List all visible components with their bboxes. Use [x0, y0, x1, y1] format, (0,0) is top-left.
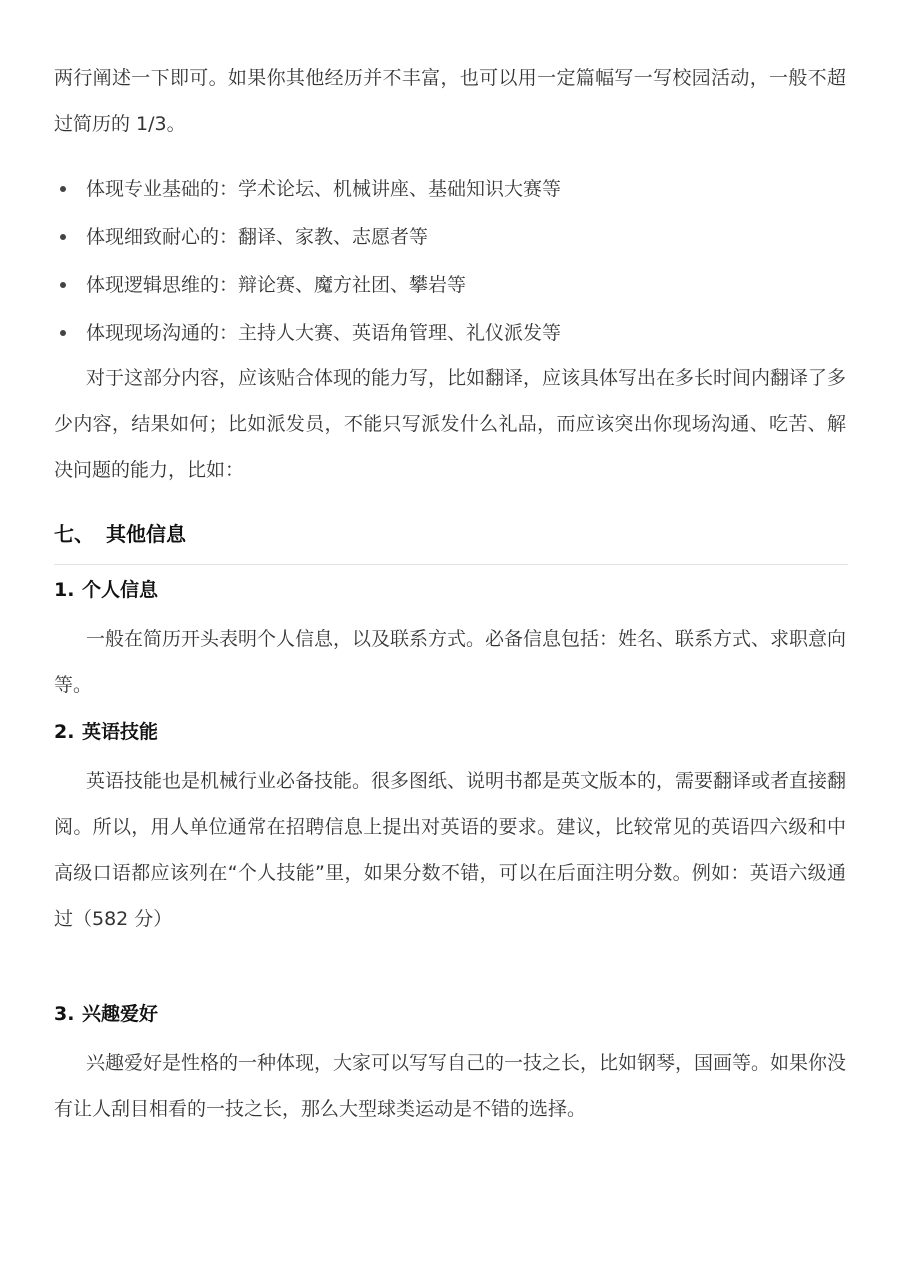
advice-paragraph: 对于这部分内容，应该贴合体现的能力写，比如翻译，应该具体写出在多长时间内翻译了多少内容，结果如何；比如派发员，不能只写派发什么礼品，而应该突出你现场沟通、吃苦、解决问题的能力，比如： — [54, 367, 847, 481]
intro-paragraph: 两行阐述一下即可。如果你其他经历并不丰富，也可以用一定篇幅写一写校园活动，一般不超过简历的 1/3。 — [54, 67, 846, 135]
english-skills-paragraph: 英语技能也是机械行业必备技能。很多图纸、说明书都是英文版本的，需要翻译或者直接翻阅。所以，用人单位通常在招聘信息上提出对英语的要求。建议，比较常见的英语四六级和中高级口语都应该列在“个人技能”里，如果分数不错，可以在后面注明分数。例如：英语六级通过（582 分） — [54, 770, 847, 930]
subheading-title: 个人信息 — [82, 579, 159, 601]
list-item-text: 体现逻辑思维的：辩论赛、魔方社团、攀岩等 — [86, 274, 467, 296]
list-item — [54, 213, 846, 261]
bullet-dot-icon — [60, 282, 66, 288]
subheading-number: 1. — [54, 579, 75, 601]
bullet-dot-icon — [60, 186, 66, 192]
list-item — [54, 165, 846, 213]
section-heading — [54, 518, 186, 550]
hobbies-paragraph: 兴趣爱好是性格的一种体现，大家可以写写自己的一技之长，比如钢琴，国画等。如果你没有让人刮目相看的一技之长，那么大型球类运动是不错的选择。 — [54, 1052, 847, 1120]
subheading-hobbies — [54, 998, 158, 1030]
bullet-dot-icon — [60, 234, 66, 240]
list-item-text: 体现专业基础的：学术论坛、机械讲座、基础知识大赛等 — [86, 178, 562, 200]
subheading-number: 2. — [54, 721, 75, 743]
section-title: 其他信息 — [106, 522, 186, 546]
subheading-title: 英语技能 — [82, 721, 159, 743]
activity-bullet-list — [54, 165, 846, 357]
section-divider — [54, 564, 848, 565]
list-item-text: 体现现场沟通的：主持人大赛、英语角管理、礼仪派发等 — [86, 322, 562, 344]
subheading-title: 兴趣爱好 — [82, 1003, 159, 1025]
personal-info-paragraph: 一般在简历开头表明个人信息，以及联系方式。必备信息包括：姓名、联系方式、求职意向等。 — [54, 628, 847, 696]
subheading-personal-info — [54, 574, 158, 606]
list-item — [54, 309, 846, 357]
section-number: 七、 — [54, 522, 94, 546]
list-item-text: 体现细致耐心的：翻译、家教、志愿者等 — [86, 226, 429, 248]
list-item — [54, 261, 846, 309]
subheading-english-skills — [54, 716, 158, 748]
subheading-number: 3. — [54, 1003, 75, 1025]
bullet-dot-icon — [60, 330, 66, 336]
